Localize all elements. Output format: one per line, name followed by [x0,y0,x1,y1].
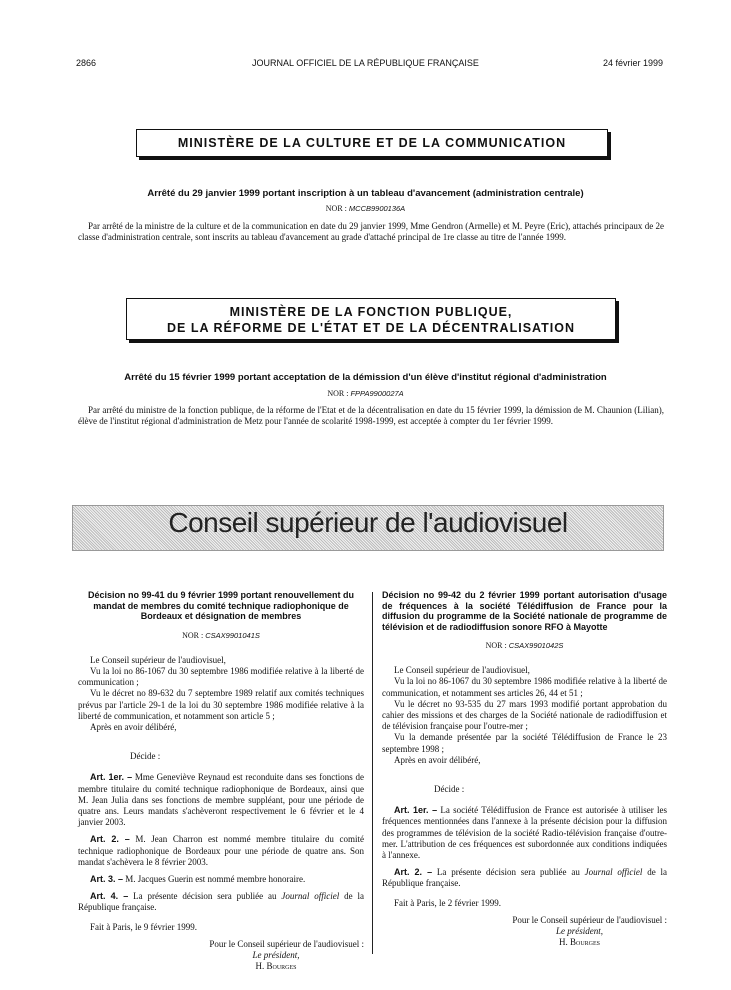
signing-place-date: Fait à Paris, le 2 février 1999. [394,897,501,908]
article-1-text: La société Télédiffusion de France est autorisée à utiliser les fréquences mentionnées dans l'annexe à la présente décision pour la diffusion des programmes de télévision de la société Radio-télévision française d'outre-mer. L'attribution de ces fréquences est subordonnée aux conditions indiquées à l'annexe. [382,805,667,861]
article-4 [78,891,364,913]
page-number: 2866 [76,58,97,68]
article-2-text-b: de la République française. [382,867,668,889]
decide-label: Décide : [130,751,161,762]
decision-title: Décision no 99-42 du 2 février 1999 portant autorisation d'usage de fréquences à la société Télédiffusion de France pour la diffusion du programme de la Société nationale de programme de télévision et de radiodiffusion sonore RFO à Mayotte [382,590,667,632]
visa-loi: Vu la loi no 86-1067 du 30 septembre 1986 modifiée relative à la liberté de communication, et notamment ses articles 26, 44 et 51 ; [382,676,667,698]
article-1-label: Art. 1er. – [394,805,438,816]
article-2-text: M. Jean Charron est nommé membre titulaire du comité technique radiophonique de Bordeaux pour une période de quatre ans. Son mandat s'achèvera le 8 février 2003. [78,834,365,867]
nor-code: CSAX9901042S [508,641,564,650]
signature-name: H. Bourges [558,937,600,948]
deliberation: Après en avoir délibéré, [90,721,177,732]
decision-99-42 [382,590,667,948]
article-1-label: Art. 1er. – [90,772,133,783]
decision-nor [78,630,364,641]
visa-intro: Le Conseil supérieur de l'audiovisuel, [90,654,226,665]
article-3-label: Art. 3. – [90,873,124,884]
article-2-text-a: La présente décision sera publiée au [436,867,585,878]
article-1 [382,805,667,861]
issue-date: 24 février 1999 [602,58,663,68]
visa-decret: Vu le décret no 89-632 du 7 septembre 1989 relatif aux comités techniques prévus par l'article 29-1 de la loi du 30 septembre 1986 modifiée relative à la liberté de communication, et notamment son article 5 ; [78,688,364,721]
signature-role [382,926,667,937]
signature-authority: Pour le Conseil supérieur de l'audiovisuel : [209,938,364,949]
journal-officiel-ref: Journal officiel [584,867,643,878]
ministry-fonction-publique-line2: DE LA RÉFORME DE L'ÉTAT ET DE LA DÉCENTRALISATION [167,321,575,335]
csa-banner-title: Conseil supérieur de l'audiovisuel [168,507,568,538]
article-1 [78,772,364,828]
visa-loi: Vu la loi no 86-1067 du 30 septembre 1986 modifiée relative à la liberté de communication ; [78,665,364,688]
nor-label: NOR : [327,389,349,398]
signature-role-text: Le président, [252,949,300,960]
ministry-fonction-publique-line1: MINISTÈRE DE LA FONCTION PUBLIQUE, [229,305,513,319]
article-3-text: M. Jacques Guerin est nommé membre honoraire. [125,873,306,884]
nor-label: NOR : [325,204,347,213]
column-divider [372,592,373,954]
visa-intro: Le Conseil supérieur de l'audiovisuel, [394,665,530,676]
article-2 [78,834,364,868]
signature-role [78,950,364,961]
nor-label: NOR : [485,641,507,650]
ministry-culture-heading-text: MINISTÈRE DE LA CULTURE ET DE LA COMMUNICATION [177,136,567,150]
decide-label: Décide : [434,784,465,795]
arrete-fonction-publique-body: Par arrêté du ministre de la fonction publique, de la réforme de l'Etat et de la décentralisation en date du 15 février 1999, la démission de M. Chaunion (Lilian), élève de l'institut régional d'administration de Metz pour l'année de scolarité 1998-1999, est acceptée à compter du 1er février 1999. [78,405,664,427]
article-4-label: Art. 4. – [90,891,129,902]
nor-code: MCCB9900136A [348,204,406,213]
signing-place-date: Fait à Paris, le 9 février 1999. [90,921,197,932]
nor-code: CSAX9901041S [205,630,260,640]
article-2-label: Art. 2. – [394,867,433,878]
arrete-fonction-publique-title: Arrêté du 15 février 1999 portant acceptation de la démission d'un élève d'institut régional d'administration [124,372,607,383]
decision-99-41 [78,590,364,972]
signature-authority: Pour le Conseil supérieur de l'audiovisuel : [512,914,667,925]
deliberation: Après en avoir délibéré, [394,754,481,765]
decision-nor [382,640,667,651]
article-1-text: Mme Geneviève Reynaud est reconduite dans ses fonctions de membre titulaire du comité technique radiophonique de Bordeaux, ainsi que M. Jean Julia dans ses fonctions de membre suppléant, pour une période de quatre ans. Leurs mandats s'achèveront respectivement le 6 février et le 4 janvier 2003. [78,772,364,828]
arrete-culture-body: Par arrêté de la ministre de la culture et de la communication en date du 29 janvier 1999, Mme Gendron (Armelle) et M. Peyre (Eric), attachés principaux de 2e classe d'administration centrale, sont inscrits au tableau d'avancement au grade d'attaché principal de 1re classe au titre de l'année 1999. [78,221,664,243]
nor-code: FPPA9900027A [350,389,404,398]
visa-decret: Vu le décret no 93-535 du 27 mars 1993 modifié portant approbation du cahier des missions et des charges de la Société nationale de radiodiffusion et de télévision française pour l'outre-mer ; [382,698,667,732]
journal-officiel-ref: Journal officiel [281,891,340,902]
decision-title: Décision no 99-41 du 9 février 1999 portant renouvellement du mandat de membres du comité technique radiophonique de Bordeaux et désignation de membres [87,590,355,621]
nor-label: NOR : [182,630,204,640]
arrete-culture-nor [0,204,731,213]
article-3 [78,874,364,885]
article-2-label: Art. 2. – [90,834,130,845]
signature-role-text: Le président, [556,926,603,937]
arrete-fonction-publique-nor [0,389,731,398]
arrete-culture-title: Arrêté du 29 janvier 1999 portant inscription à un tableau d'avancement (administration centrale) [147,188,584,199]
signature-name: H. Bourges [255,961,297,972]
article-4-text-b: de la République française. [78,891,365,913]
csa-banner [72,505,664,551]
article-4-text-a: La présente décision sera publiée au [133,891,282,902]
ministry-culture-heading [136,129,608,157]
article-2 [382,867,667,889]
ministry-fonction-publique-heading [126,298,616,340]
journal-title: JOURNAL OFFICIEL DE LA RÉPUBLIQUE FRANÇAISE [252,58,479,68]
visa-demande: Vu la demande présentée par la société Télédiffusion de France le 23 septembre 1998 ; [382,732,667,754]
